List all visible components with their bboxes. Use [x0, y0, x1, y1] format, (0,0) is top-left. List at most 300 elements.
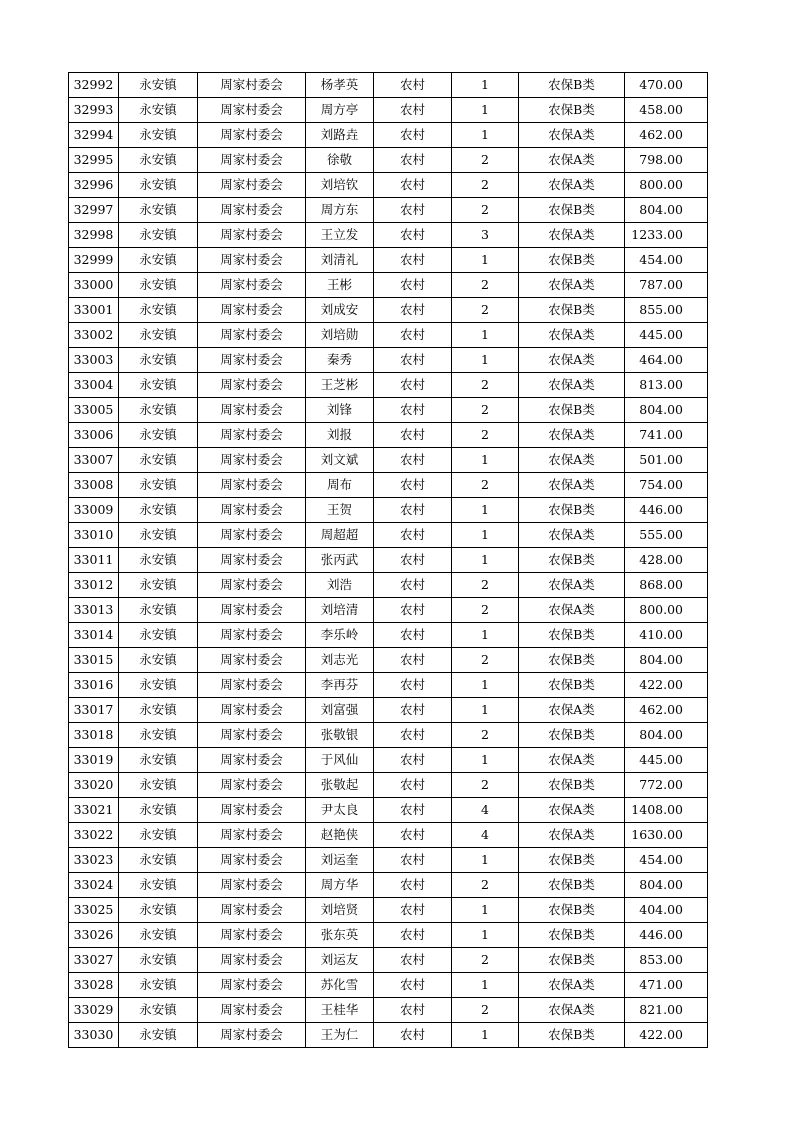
- amount-cell: 501.00: [625, 448, 708, 473]
- name-cell: 尹太良: [306, 798, 374, 823]
- name-cell: 王桂华: [306, 998, 374, 1023]
- row-id-cell: 33019: [69, 748, 119, 773]
- area-type-cell: 农村: [374, 148, 452, 173]
- name-cell: 李再芬: [306, 673, 374, 698]
- amount-cell: 471.00: [625, 973, 708, 998]
- town-cell: 永安镇: [119, 873, 198, 898]
- row-id-cell: 33026: [69, 923, 119, 948]
- name-cell: 刘富强: [306, 698, 374, 723]
- row-id-cell: 33027: [69, 948, 119, 973]
- table-row: [69, 673, 708, 698]
- name-cell: 李乐岭: [306, 623, 374, 648]
- household-count-cell: 2: [452, 173, 519, 198]
- household-count-cell: 2: [452, 298, 519, 323]
- insurance-type-cell: 农保A类: [519, 223, 625, 248]
- name-cell: 张丙武: [306, 548, 374, 573]
- household-count-cell: 2: [452, 373, 519, 398]
- table-row: [69, 623, 708, 648]
- village-committee-cell: 周家村委会: [198, 798, 306, 823]
- amount-cell: 458.00: [625, 98, 708, 123]
- amount-cell: 462.00: [625, 698, 708, 723]
- area-type-cell: 农村: [374, 548, 452, 573]
- amount-cell: 804.00: [625, 198, 708, 223]
- insurance-type-cell: 农保B类: [519, 648, 625, 673]
- insurance-type-cell: 农保A类: [519, 348, 625, 373]
- table-row: [69, 648, 708, 673]
- data-table: [68, 72, 708, 1048]
- insurance-type-cell: 农保B类: [519, 248, 625, 273]
- insurance-type-cell: 农保A类: [519, 473, 625, 498]
- village-committee-cell: 周家村委会: [198, 223, 306, 248]
- village-committee-cell: 周家村委会: [198, 723, 306, 748]
- name-cell: 刘培贤: [306, 898, 374, 923]
- name-cell: 王贺: [306, 498, 374, 523]
- town-cell: 永安镇: [119, 423, 198, 448]
- area-type-cell: 农村: [374, 73, 452, 98]
- name-cell: 周超超: [306, 523, 374, 548]
- table-row: [69, 898, 708, 923]
- area-type-cell: 农村: [374, 373, 452, 398]
- amount-cell: 804.00: [625, 873, 708, 898]
- household-count-cell: 1: [452, 698, 519, 723]
- village-committee-cell: 周家村委会: [198, 323, 306, 348]
- table-row: [69, 123, 708, 148]
- area-type-cell: 农村: [374, 948, 452, 973]
- amount-cell: 741.00: [625, 423, 708, 448]
- household-count-cell: 1: [452, 448, 519, 473]
- town-cell: 永安镇: [119, 223, 198, 248]
- insurance-type-cell: 农保A类: [519, 973, 625, 998]
- table-row: [69, 973, 708, 998]
- village-committee-cell: 周家村委会: [198, 273, 306, 298]
- row-id-cell: 33006: [69, 423, 119, 448]
- area-type-cell: 农村: [374, 248, 452, 273]
- area-type-cell: 农村: [374, 798, 452, 823]
- area-type-cell: 农村: [374, 423, 452, 448]
- household-count-cell: 2: [452, 198, 519, 223]
- household-count-cell: 2: [452, 473, 519, 498]
- village-committee-cell: 周家村委会: [198, 298, 306, 323]
- row-id-cell: 33007: [69, 448, 119, 473]
- row-id-cell: 32994: [69, 123, 119, 148]
- row-id-cell: 32993: [69, 98, 119, 123]
- household-count-cell: 1: [452, 248, 519, 273]
- area-type-cell: 农村: [374, 998, 452, 1023]
- town-cell: 永安镇: [119, 198, 198, 223]
- name-cell: 刘运奎: [306, 848, 374, 873]
- amount-cell: 470.00: [625, 73, 708, 98]
- name-cell: 刘培钦: [306, 173, 374, 198]
- area-type-cell: 农村: [374, 473, 452, 498]
- town-cell: 永安镇: [119, 998, 198, 1023]
- table-row: [69, 473, 708, 498]
- name-cell: 刘浩: [306, 573, 374, 598]
- area-type-cell: 农村: [374, 348, 452, 373]
- town-cell: 永安镇: [119, 173, 198, 198]
- table-row: [69, 948, 708, 973]
- name-cell: 刘锋: [306, 398, 374, 423]
- table-row: [69, 798, 708, 823]
- table-row: [69, 73, 708, 98]
- table-row: [69, 98, 708, 123]
- table-row: [69, 523, 708, 548]
- table-row: [69, 248, 708, 273]
- amount-cell: 754.00: [625, 473, 708, 498]
- name-cell: 刘成安: [306, 298, 374, 323]
- insurance-type-cell: 农保A类: [519, 448, 625, 473]
- area-type-cell: 农村: [374, 573, 452, 598]
- amount-cell: 555.00: [625, 523, 708, 548]
- town-cell: 永安镇: [119, 298, 198, 323]
- table-row: [69, 323, 708, 348]
- amount-cell: 428.00: [625, 548, 708, 573]
- village-committee-cell: 周家村委会: [198, 98, 306, 123]
- insurance-type-cell: 农保A类: [519, 123, 625, 148]
- village-committee-cell: 周家村委会: [198, 398, 306, 423]
- household-count-cell: 1: [452, 73, 519, 98]
- village-committee-cell: 周家村委会: [198, 623, 306, 648]
- town-cell: 永安镇: [119, 548, 198, 573]
- amount-cell: 800.00: [625, 173, 708, 198]
- town-cell: 永安镇: [119, 73, 198, 98]
- amount-cell: 853.00: [625, 948, 708, 973]
- row-id-cell: 33022: [69, 823, 119, 848]
- household-count-cell: 1: [452, 848, 519, 873]
- area-type-cell: 农村: [374, 898, 452, 923]
- name-cell: 刘路垚: [306, 123, 374, 148]
- area-type-cell: 农村: [374, 198, 452, 223]
- village-committee-cell: 周家村委会: [198, 873, 306, 898]
- insurance-type-cell: 农保B类: [519, 848, 625, 873]
- insurance-type-cell: 农保B类: [519, 948, 625, 973]
- name-cell: 杨孝英: [306, 73, 374, 98]
- village-committee-cell: 周家村委会: [198, 948, 306, 973]
- insurance-type-cell: 农保A类: [519, 523, 625, 548]
- row-id-cell: 32992: [69, 73, 119, 98]
- amount-cell: 462.00: [625, 123, 708, 148]
- area-type-cell: 农村: [374, 398, 452, 423]
- amount-cell: 454.00: [625, 848, 708, 873]
- area-type-cell: 农村: [374, 498, 452, 523]
- village-committee-cell: 周家村委会: [198, 448, 306, 473]
- table-row: [69, 173, 708, 198]
- household-count-cell: 2: [452, 273, 519, 298]
- area-type-cell: 农村: [374, 673, 452, 698]
- town-cell: 永安镇: [119, 248, 198, 273]
- table-row: [69, 498, 708, 523]
- insurance-type-cell: 农保B类: [519, 398, 625, 423]
- row-id-cell: 33005: [69, 398, 119, 423]
- town-cell: 永安镇: [119, 748, 198, 773]
- table-row: [69, 373, 708, 398]
- village-committee-cell: 周家村委会: [198, 248, 306, 273]
- household-count-cell: 2: [452, 573, 519, 598]
- insurance-type-cell: 农保A类: [519, 698, 625, 723]
- row-id-cell: 33000: [69, 273, 119, 298]
- row-id-cell: 33015: [69, 648, 119, 673]
- household-count-cell: 2: [452, 398, 519, 423]
- household-count-cell: 4: [452, 798, 519, 823]
- village-committee-cell: 周家村委会: [198, 823, 306, 848]
- household-count-cell: 2: [452, 948, 519, 973]
- insurance-type-cell: 农保A类: [519, 998, 625, 1023]
- town-cell: 永安镇: [119, 823, 198, 848]
- table-row: [69, 348, 708, 373]
- area-type-cell: 农村: [374, 273, 452, 298]
- area-type-cell: 农村: [374, 123, 452, 148]
- amount-cell: 445.00: [625, 748, 708, 773]
- household-count-cell: 2: [452, 148, 519, 173]
- household-count-cell: 1: [452, 523, 519, 548]
- area-type-cell: 农村: [374, 448, 452, 473]
- row-id-cell: 33030: [69, 1023, 119, 1048]
- amount-cell: 813.00: [625, 373, 708, 398]
- name-cell: 张敬银: [306, 723, 374, 748]
- area-type-cell: 农村: [374, 773, 452, 798]
- area-type-cell: 农村: [374, 923, 452, 948]
- household-count-cell: 1: [452, 898, 519, 923]
- amount-cell: 821.00: [625, 998, 708, 1023]
- amount-cell: 454.00: [625, 248, 708, 273]
- name-cell: 王芝彬: [306, 373, 374, 398]
- amount-cell: 1630.00: [625, 823, 708, 848]
- name-cell: 刘志光: [306, 648, 374, 673]
- name-cell: 周方东: [306, 198, 374, 223]
- amount-cell: 1233.00: [625, 223, 708, 248]
- insurance-type-cell: 农保B类: [519, 498, 625, 523]
- household-count-cell: 1: [452, 673, 519, 698]
- village-committee-cell: 周家村委会: [198, 973, 306, 998]
- row-id-cell: 33014: [69, 623, 119, 648]
- row-id-cell: 33002: [69, 323, 119, 348]
- area-type-cell: 农村: [374, 748, 452, 773]
- row-id-cell: 33028: [69, 973, 119, 998]
- row-id-cell: 33009: [69, 498, 119, 523]
- table-row: [69, 823, 708, 848]
- village-committee-cell: 周家村委会: [198, 348, 306, 373]
- town-cell: 永安镇: [119, 973, 198, 998]
- area-type-cell: 农村: [374, 298, 452, 323]
- household-count-cell: 1: [452, 1023, 519, 1048]
- town-cell: 永安镇: [119, 348, 198, 373]
- table-row: [69, 923, 708, 948]
- area-type-cell: 农村: [374, 973, 452, 998]
- row-id-cell: 33001: [69, 298, 119, 323]
- amount-cell: 798.00: [625, 148, 708, 173]
- household-count-cell: 2: [452, 648, 519, 673]
- insurance-type-cell: 农保A类: [519, 573, 625, 598]
- village-committee-cell: 周家村委会: [198, 573, 306, 598]
- town-cell: 永安镇: [119, 448, 198, 473]
- area-type-cell: 农村: [374, 723, 452, 748]
- table-body: [69, 73, 708, 1048]
- village-committee-cell: 周家村委会: [198, 498, 306, 523]
- amount-cell: 422.00: [625, 673, 708, 698]
- amount-cell: 404.00: [625, 898, 708, 923]
- row-id-cell: 32996: [69, 173, 119, 198]
- amount-cell: 804.00: [625, 723, 708, 748]
- row-id-cell: 33003: [69, 348, 119, 373]
- area-type-cell: 农村: [374, 848, 452, 873]
- insurance-type-cell: 农保B类: [519, 548, 625, 573]
- village-committee-cell: 周家村委会: [198, 173, 306, 198]
- town-cell: 永安镇: [119, 98, 198, 123]
- insurance-type-cell: 农保A类: [519, 423, 625, 448]
- name-cell: 张敬起: [306, 773, 374, 798]
- table-row: [69, 1023, 708, 1048]
- row-id-cell: 32995: [69, 148, 119, 173]
- insurance-type-cell: 农保A类: [519, 173, 625, 198]
- town-cell: 永安镇: [119, 898, 198, 923]
- area-type-cell: 农村: [374, 873, 452, 898]
- area-type-cell: 农村: [374, 223, 452, 248]
- name-cell: 徐敬: [306, 148, 374, 173]
- name-cell: 刘报: [306, 423, 374, 448]
- area-type-cell: 农村: [374, 598, 452, 623]
- amount-cell: 445.00: [625, 323, 708, 348]
- row-id-cell: 33017: [69, 698, 119, 723]
- insurance-type-cell: 农保A类: [519, 598, 625, 623]
- town-cell: 永安镇: [119, 798, 198, 823]
- row-id-cell: 32997: [69, 198, 119, 223]
- table-row: [69, 698, 708, 723]
- insurance-type-cell: 农保B类: [519, 98, 625, 123]
- village-committee-cell: 周家村委会: [198, 898, 306, 923]
- row-id-cell: 32999: [69, 248, 119, 273]
- village-committee-cell: 周家村委会: [198, 998, 306, 1023]
- area-type-cell: 农村: [374, 1023, 452, 1048]
- insurance-type-cell: 农保B类: [519, 673, 625, 698]
- amount-cell: 422.00: [625, 1023, 708, 1048]
- household-count-cell: 1: [452, 123, 519, 148]
- village-committee-cell: 周家村委会: [198, 73, 306, 98]
- household-count-cell: 2: [452, 873, 519, 898]
- village-committee-cell: 周家村委会: [198, 423, 306, 448]
- insurance-type-cell: 农保B类: [519, 873, 625, 898]
- village-committee-cell: 周家村委会: [198, 473, 306, 498]
- row-id-cell: 33008: [69, 473, 119, 498]
- area-type-cell: 农村: [374, 823, 452, 848]
- village-committee-cell: 周家村委会: [198, 523, 306, 548]
- insurance-type-cell: 农保B类: [519, 1023, 625, 1048]
- village-committee-cell: 周家村委会: [198, 148, 306, 173]
- row-id-cell: 32998: [69, 223, 119, 248]
- town-cell: 永安镇: [119, 273, 198, 298]
- amount-cell: 855.00: [625, 298, 708, 323]
- name-cell: 周布: [306, 473, 374, 498]
- row-id-cell: 33023: [69, 848, 119, 873]
- table-row: [69, 223, 708, 248]
- table-row: [69, 573, 708, 598]
- amount-cell: 868.00: [625, 573, 708, 598]
- town-cell: 永安镇: [119, 598, 198, 623]
- village-committee-cell: 周家村委会: [198, 373, 306, 398]
- town-cell: 永安镇: [119, 498, 198, 523]
- name-cell: 刘清礼: [306, 248, 374, 273]
- amount-cell: 772.00: [625, 773, 708, 798]
- insurance-type-cell: 农保A类: [519, 373, 625, 398]
- insurance-type-cell: 农保B类: [519, 623, 625, 648]
- area-type-cell: 农村: [374, 523, 452, 548]
- name-cell: 王立发: [306, 223, 374, 248]
- row-id-cell: 33004: [69, 373, 119, 398]
- row-id-cell: 33021: [69, 798, 119, 823]
- village-committee-cell: 周家村委会: [198, 748, 306, 773]
- town-cell: 永安镇: [119, 323, 198, 348]
- amount-cell: 1408.00: [625, 798, 708, 823]
- town-cell: 永安镇: [119, 473, 198, 498]
- household-count-cell: 3: [452, 223, 519, 248]
- table-row: [69, 198, 708, 223]
- area-type-cell: 农村: [374, 648, 452, 673]
- table-row: [69, 723, 708, 748]
- town-cell: 永安镇: [119, 698, 198, 723]
- name-cell: 秦秀: [306, 348, 374, 373]
- household-count-cell: 2: [452, 773, 519, 798]
- table-row: [69, 748, 708, 773]
- town-cell: 永安镇: [119, 723, 198, 748]
- village-committee-cell: 周家村委会: [198, 198, 306, 223]
- town-cell: 永安镇: [119, 123, 198, 148]
- household-count-cell: 1: [452, 348, 519, 373]
- row-id-cell: 33010: [69, 523, 119, 548]
- insurance-type-cell: 农保B类: [519, 73, 625, 98]
- table-row: [69, 148, 708, 173]
- household-count-cell: 2: [452, 998, 519, 1023]
- village-committee-cell: 周家村委会: [198, 598, 306, 623]
- table-row: [69, 998, 708, 1023]
- area-type-cell: 农村: [374, 323, 452, 348]
- town-cell: 永安镇: [119, 648, 198, 673]
- insurance-type-cell: 农保A类: [519, 798, 625, 823]
- village-committee-cell: 周家村委会: [198, 673, 306, 698]
- area-type-cell: 农村: [374, 623, 452, 648]
- insurance-type-cell: 农保B类: [519, 923, 625, 948]
- household-count-cell: 1: [452, 323, 519, 348]
- row-id-cell: 33029: [69, 998, 119, 1023]
- town-cell: 永安镇: [119, 398, 198, 423]
- amount-cell: 464.00: [625, 348, 708, 373]
- name-cell: 刘培勋: [306, 323, 374, 348]
- insurance-type-cell: 农保B类: [519, 773, 625, 798]
- town-cell: 永安镇: [119, 373, 198, 398]
- row-id-cell: 33012: [69, 573, 119, 598]
- amount-cell: 446.00: [625, 498, 708, 523]
- table-row: [69, 548, 708, 573]
- row-id-cell: 33013: [69, 598, 119, 623]
- name-cell: 王彬: [306, 273, 374, 298]
- amount-cell: 804.00: [625, 398, 708, 423]
- village-committee-cell: 周家村委会: [198, 123, 306, 148]
- table-row: [69, 848, 708, 873]
- name-cell: 刘运友: [306, 948, 374, 973]
- village-committee-cell: 周家村委会: [198, 1023, 306, 1048]
- name-cell: 周方亭: [306, 98, 374, 123]
- household-count-cell: 2: [452, 598, 519, 623]
- town-cell: 永安镇: [119, 148, 198, 173]
- insurance-type-cell: 农保A类: [519, 748, 625, 773]
- town-cell: 永安镇: [119, 948, 198, 973]
- amount-cell: 800.00: [625, 598, 708, 623]
- town-cell: 永安镇: [119, 673, 198, 698]
- area-type-cell: 农村: [374, 98, 452, 123]
- household-count-cell: 1: [452, 623, 519, 648]
- town-cell: 永安镇: [119, 848, 198, 873]
- name-cell: 周方华: [306, 873, 374, 898]
- village-committee-cell: 周家村委会: [198, 648, 306, 673]
- amount-cell: 410.00: [625, 623, 708, 648]
- row-id-cell: 33025: [69, 898, 119, 923]
